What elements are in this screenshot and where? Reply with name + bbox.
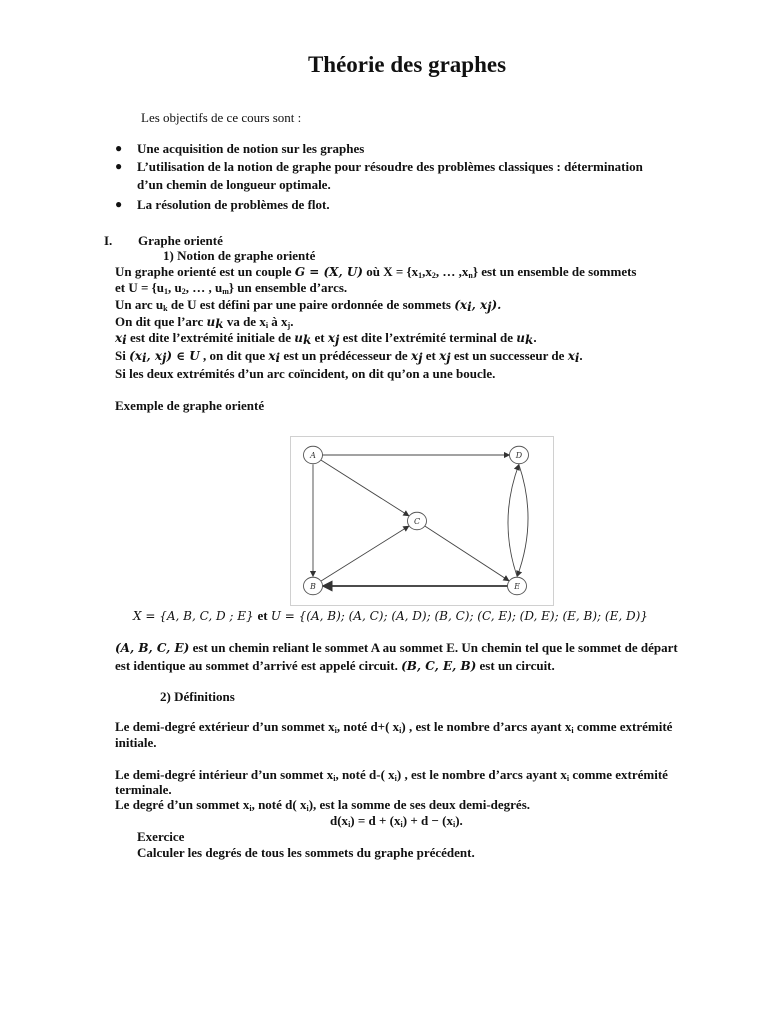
graph-edge-a-c xyxy=(321,460,409,516)
definition-line-2: et $U = \{u_1$, $u_2$, … , $u_m$} un ensemble d’arcs. xyxy=(115,280,348,296)
definition-line-7: Si les deux extrémités d’un arc coïncident, on dit qu’on a une boucle. xyxy=(115,366,496,381)
graph-node-label-b: B xyxy=(310,582,316,591)
objective-1: ● Une acquisition de notion sur les graphes xyxy=(115,141,365,156)
definition-line-1: Un graphe orienté est un couple G = (X, U) où $X = \{x_1,x_2$, … $,x_n$} est un ensemble de sommets xyxy=(115,264,637,280)
exercise-label: Exercice xyxy=(137,829,185,844)
path-line-1: (A, B, C, E) est un chemin reliant le sommet A au sommet E. Un chemin tel que le sommet de départ xyxy=(115,640,678,655)
graph-edge-d-e xyxy=(517,464,528,576)
objective-2: ● L’utilisation de la notion de graphe pour résoudre des problèmes classiques : détermination xyxy=(115,159,643,174)
example-title: Exemple de graphe orienté xyxy=(115,398,265,413)
objective-2-cont: d’un chemin de longueur optimale. xyxy=(137,177,331,192)
definition-line-3: Un arc $u_k$ de U est défini par une paire ordonnée de sommets ($x_i$, $x_j$). xyxy=(115,297,502,314)
subsection-2-title: 2) Définitions xyxy=(160,689,235,704)
objective-3: ● La résolution de problèmes de flot. xyxy=(115,197,330,212)
path-line-2: est identique au sommet d’arrivé est appelé circuit. (B, C, E, B) est un circuit. xyxy=(115,658,555,673)
graph-node-label-c: C xyxy=(413,517,421,526)
def-degree-line: Le degré d’un sommet $x_i$, noté d( $x_i$), est la somme de ses deux demi-degrés. xyxy=(115,797,531,813)
page-title: Théorie des graphes xyxy=(307,52,507,77)
graph-edge-b-c xyxy=(321,526,409,581)
definition-line-6: Si ($x_i$, $x_j$) ∈ U , on dit que $x_i$ est un prédécesseur de $x_j$ et $x_j$ est un successeur de $x_i$. xyxy=(115,348,583,365)
graph-edge-e-d xyxy=(508,464,519,576)
definition-line-5: $x_i$ est dite l’extrémité initiale de $u_k$ et $x_j$ est dite l’extrémité terminal de $u_k$. xyxy=(115,330,537,347)
section-title: Graphe orienté xyxy=(138,233,223,248)
def-in-line-2: terminale. xyxy=(115,782,172,797)
def-out-line-2: initiale. xyxy=(115,735,157,750)
subsection-1-title: 1) Notion de graphe orienté xyxy=(163,248,316,263)
graph-edge-c-e xyxy=(425,526,509,581)
graph-node-label-e: E xyxy=(514,582,520,591)
directed-graph-figure xyxy=(290,436,554,606)
definition-line-4: On dit que l’arc $u_k$ va de $x_i$ à $x_j$. xyxy=(115,314,294,331)
sets-line: X = {A, B, C, D ; E} et U = {(A, B); (A, C); (A, D); (B, C); (C, E); (D, E); (E, B); (E, D)} xyxy=(133,608,648,623)
graph-node-label-a: A xyxy=(310,451,316,460)
section-number: I. xyxy=(104,233,113,248)
intro-text: Les objectifs de ce cours sont : xyxy=(141,110,302,125)
bullet-icon: ● xyxy=(115,141,123,155)
def-out-line-1: Le demi-degré extérieur d’un sommet $x_i$, noté d+( $x_i$) , est le nombre d’arcs ayant $x_i$ comme extrémité xyxy=(115,719,673,735)
bullet-icon: ● xyxy=(115,197,123,211)
degree-formula: $d(x_i) = d + (x_i) + d - (x_i)$. xyxy=(330,813,463,829)
bullet-icon: ● xyxy=(115,159,123,173)
def-in-line-1: Le demi-degré intérieur d’un sommet $x_i$, noté d-( $x_i$) , est le nombre d’arcs ayant $x_i$ comme extrémité xyxy=(115,767,668,783)
graph-node-label-d: D xyxy=(515,451,523,460)
exercise-text: Calculer les degrés de tous les sommets du graphe précédent. xyxy=(137,845,475,860)
